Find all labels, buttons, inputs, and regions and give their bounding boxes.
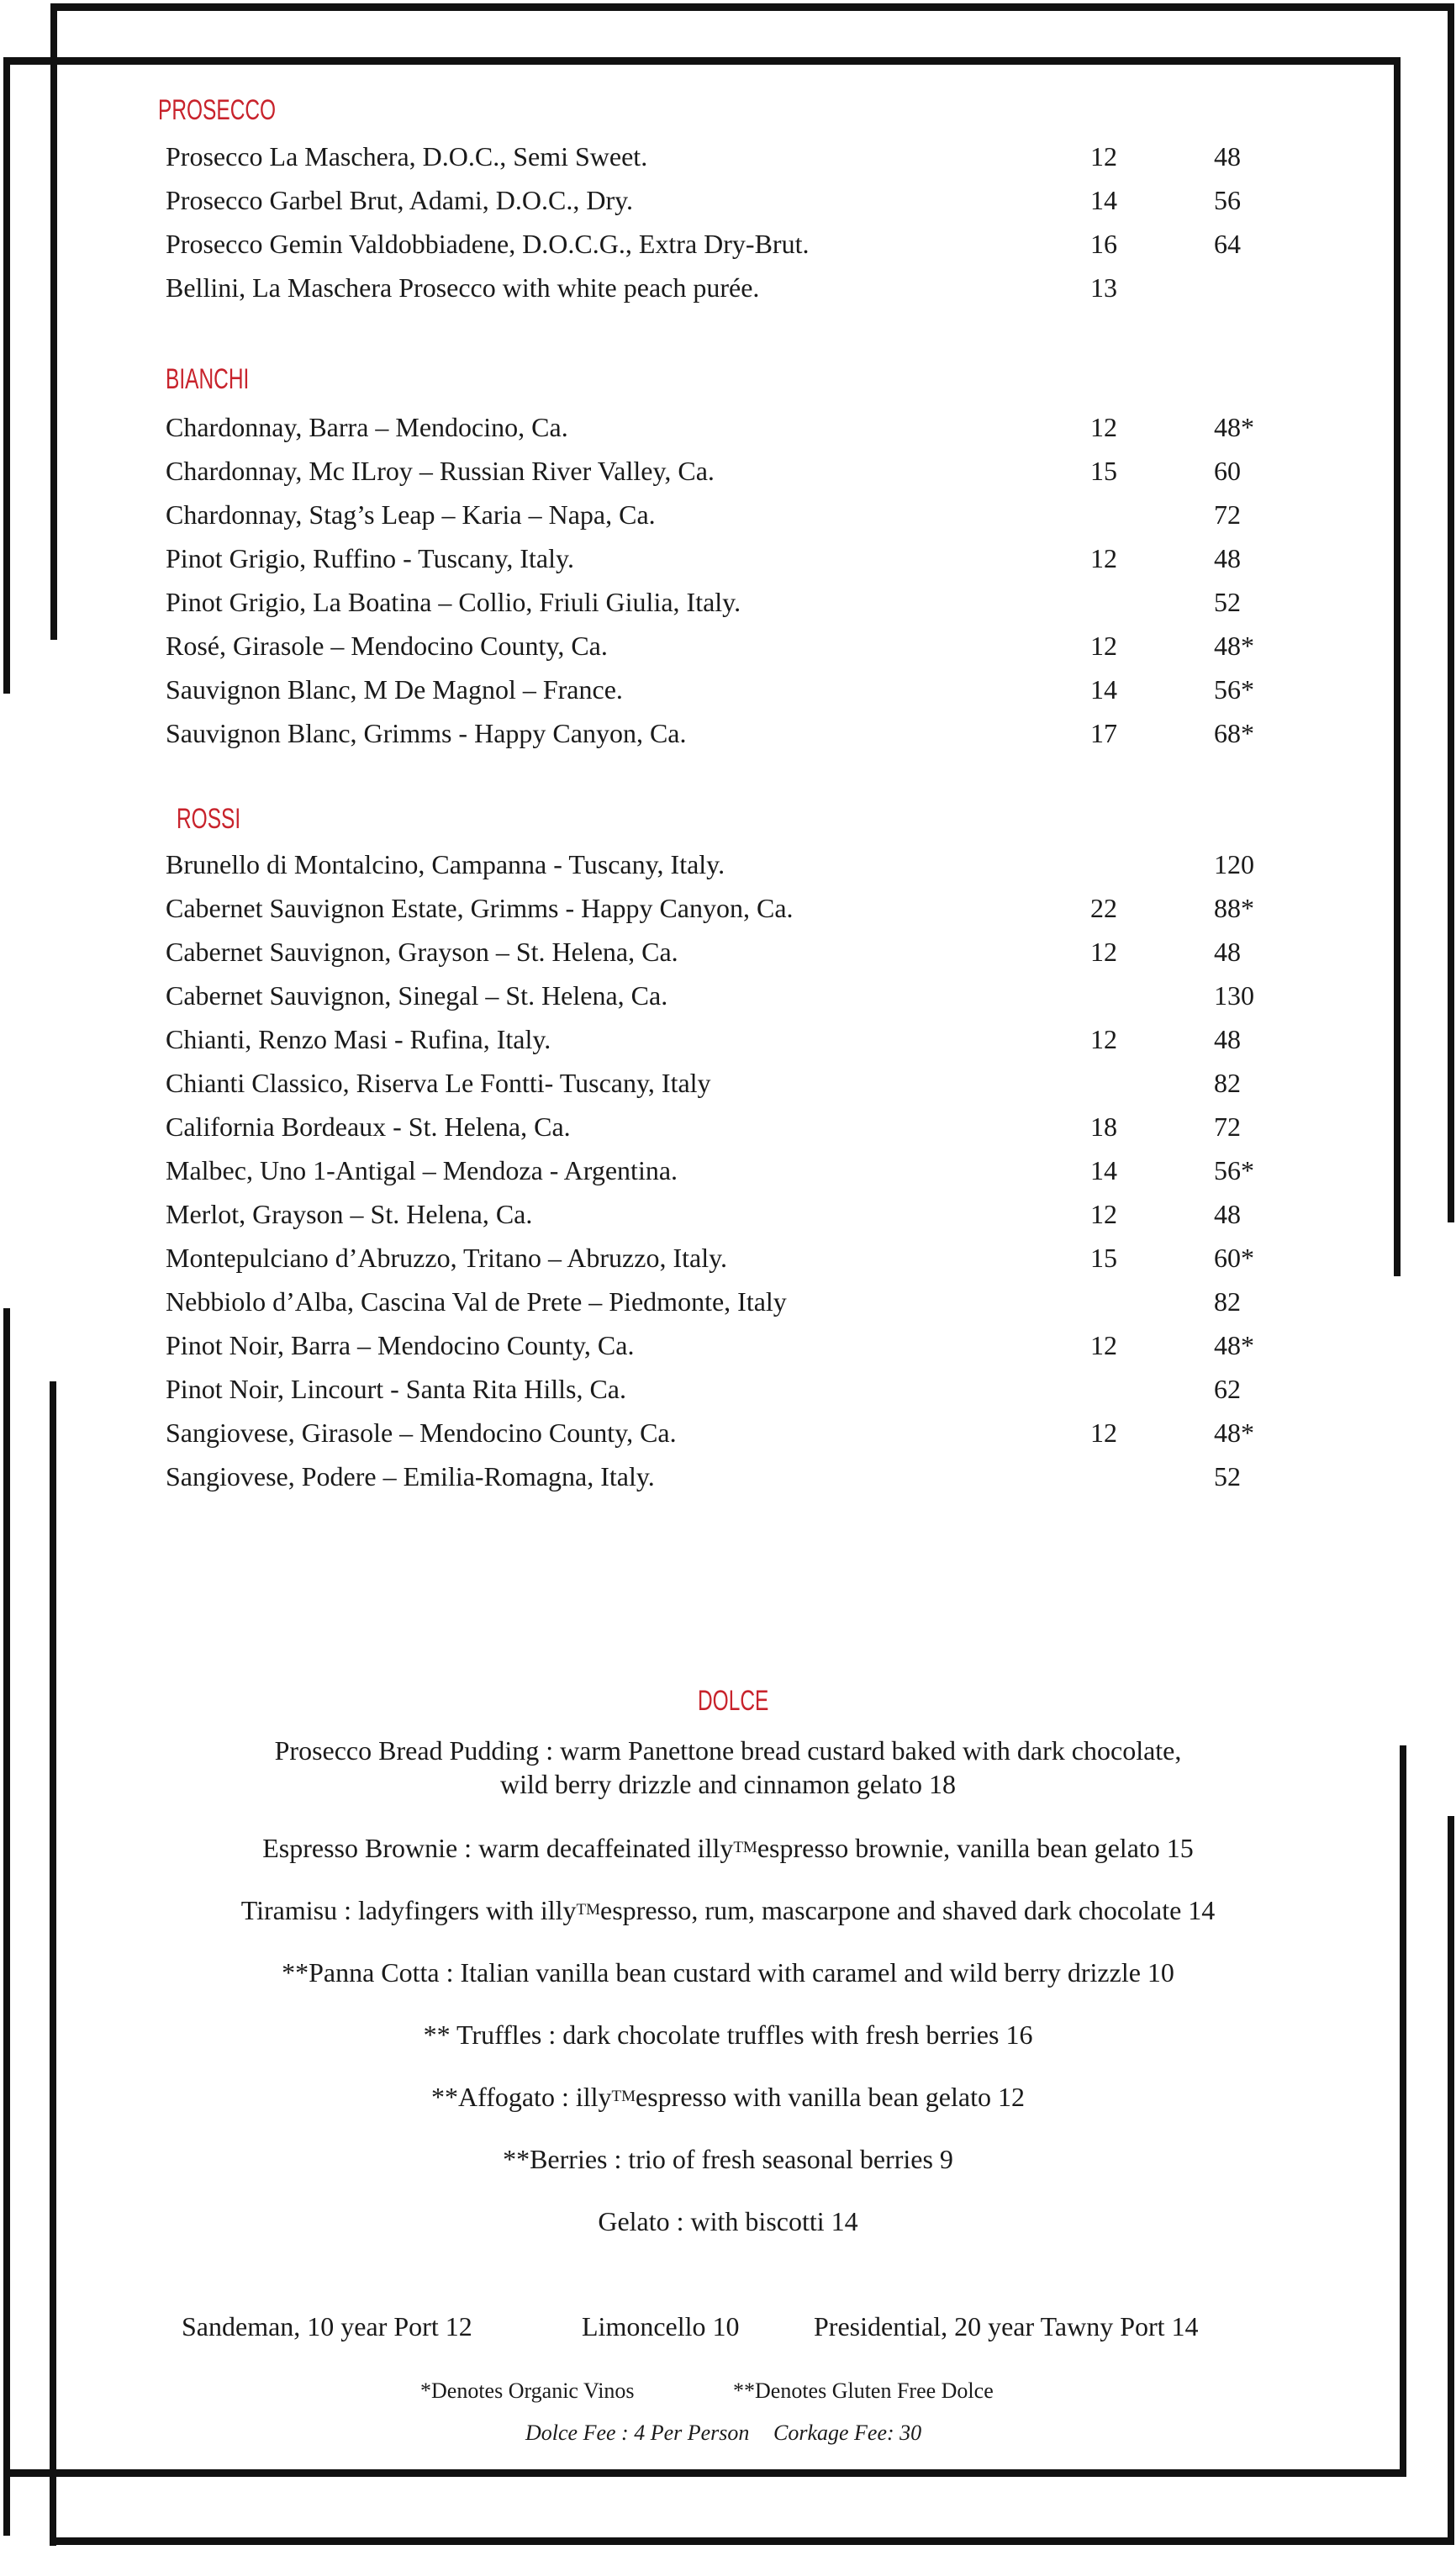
wine-row [0,930,1456,974]
wine-row [0,842,1456,886]
wine-name: Chianti Classico, Riserva Le Fontti- Tuscany, Italy [166,1068,711,1098]
frame-top-line-inner [3,57,1401,65]
digestivo-limoncello: Limoncello 10 [582,2311,740,2341]
wine-name: Malbec, Uno 1-Antigal – Mendoza - Argentina. [166,1155,678,1185]
bottle-price: 72 [1214,1111,1241,1142]
dessert-item-bread-pudding [0,1734,1456,1801]
wine-name: Rosé, Girasole – Mendocino County, Ca. [166,631,608,661]
glass-price: 14 [1090,1155,1117,1185]
corkage-fee: Corkage Fee: 30 [773,2421,922,2445]
wine-name: Sauvignon Blanc, Grimms - Happy Canyon, Ca. [166,718,687,748]
bottle-price: 60* [1214,1243,1254,1273]
wine-row [0,449,1456,493]
wine-name: Prosecco La Maschera, D.O.C., Semi Sweet. [166,141,648,172]
frame-bottom-line [50,2537,1454,2545]
wine-name: Prosecco Garbel Brut, Adami, D.O.C., Dry. [166,185,634,215]
wine-row [0,580,1456,624]
dessert-item-espresso-brownie [0,1831,1456,1870]
glass-price: 17 [1090,718,1117,748]
wine-name: Sangiovese, Girasole – Mendocino County, Ca. [166,1418,677,1448]
wine-row [0,222,1456,266]
bottle-price: 82 [1214,1068,1241,1098]
wine-name: Chardonnay, Mc ILroy – Russian River Valley, Ca. [166,456,715,486]
dessert-text: Tiramisu : ladyfingers with illy [240,1895,577,1925]
glass-price: 12 [1090,937,1117,967]
section-heading-bianchi: BIANCHI [166,363,250,395]
wine-row [0,1367,1456,1411]
bottle-price: 48 [1214,1199,1241,1229]
bottle-price: 52 [1214,587,1241,617]
wine-name: Chardonnay, Stag’s Leap – Karia – Napa, Ca. [166,499,656,530]
wine-name: Merlot, Grayson – St. Helena, Ca. [166,1199,533,1229]
glass-price: 12 [1090,141,1117,172]
dessert-item-tiramisu [0,1893,1456,1932]
glass-price: 12 [1090,1024,1117,1054]
bottle-price: 64 [1214,229,1241,259]
glass-price: 16 [1090,229,1117,259]
wine-row [0,711,1456,755]
wine-row [0,1280,1456,1323]
glass-price: 12 [1090,1199,1117,1229]
wine-row [0,886,1456,930]
bottle-price: 88* [1214,893,1254,923]
frame-top-line [50,3,1454,11]
bottle-price: 56* [1214,674,1254,705]
wine-row [0,1323,1456,1367]
bottle-price: 130 [1214,980,1254,1011]
wine-row [0,1236,1456,1280]
glass-price: 12 [1090,1330,1117,1360]
wine-row [0,1192,1456,1236]
trademark-mark: TM [576,1901,600,1919]
bottle-price: 48* [1214,1418,1254,1448]
wine-row [0,178,1456,222]
footnote-gluten-free: **Denotes Gluten Free Dolce [733,2378,994,2403]
bottle-price: 48 [1214,1024,1241,1054]
wine-name: Bellini, La Maschera Prosecco with white peach purée. [166,272,760,303]
glass-price: 18 [1090,1111,1117,1142]
dessert-text: Espresso Brownie : warm decaffeinated illy [262,1833,734,1863]
wine-name: Pinot Grigio, La Boatina – Collio, Friuli Giulia, Italy. [166,587,741,617]
trademark-mark: TM [733,1839,757,1856]
wine-row [0,624,1456,668]
bottle-price: 48 [1214,937,1241,967]
wine-row [0,135,1456,178]
bottle-price: 56 [1214,185,1241,215]
wine-row [0,1061,1456,1105]
glass-price: 15 [1090,1243,1117,1273]
bottle-price: 82 [1214,1286,1241,1317]
wine-name: Pinot Grigio, Ruffino - Tuscany, Italy. [166,543,574,573]
bottle-price: 52 [1214,1461,1241,1491]
digestivo-tawny-port: Presidential, 20 year Tawny Port 14 [814,2311,1199,2341]
wine-name: Chianti, Renzo Masi - Rufina, Italy. [166,1024,551,1054]
glass-price: 22 [1090,893,1117,923]
wine-row [0,668,1456,711]
dessert-item-panna-cotta: **Panna Cotta : Italian vanilla bean custard with caramel and wild berry drizzle 10 [282,1957,1174,1988]
wine-name: Cabernet Sauvignon, Sinegal – St. Helena, Ca. [166,980,668,1011]
wine-row [0,266,1456,309]
bottle-price: 48 [1214,141,1241,172]
section-heading-prosecco: PROSECCO [158,94,277,126]
bottle-price: 62 [1214,1374,1241,1404]
wine-name: Pinot Noir, Lincourt - Santa Rita Hills, Ca. [166,1374,626,1404]
wine-name: Cabernet Sauvignon Estate, Grimms - Happy Canyon, Ca. [166,893,794,923]
digestivo-sandeman-port: Sandeman, 10 year Port 12 [182,2311,472,2341]
wine-name: Chardonnay, Barra – Mendocino, Ca. [166,412,568,442]
dolce-fee: Dolce Fee : 4 Per Person [525,2421,750,2445]
bottle-price: 48* [1214,631,1254,661]
dessert-item-berries: **Berries : trio of fresh seasonal berries 9 [503,2144,953,2174]
bottle-price: 120 [1214,849,1254,879]
dessert-text: espresso, rum, mascarpone and shaved dark chocolate 14 [600,1895,1216,1925]
dessert-item-gelato: Gelato : with biscotti 14 [598,2206,858,2236]
wine-row [0,974,1456,1017]
bottle-price: 48* [1214,412,1254,442]
bottle-price: 48 [1214,543,1241,573]
glass-price: 13 [1090,272,1117,303]
wine-row [0,1411,1456,1455]
wine-name: Brunello di Montalcino, Campanna - Tuscany, Italy. [166,849,725,879]
section-heading-dolce: DOLCE [698,1685,769,1717]
glass-price: 14 [1090,185,1117,215]
wine-row [0,405,1456,449]
dessert-item-truffles: ** Truffles : dark chocolate truffles with fresh berries 16 [423,2019,1033,2050]
wine-name: Nebbiolo d’Alba, Cascina Val de Prete – Piedmonte, Italy [166,1286,787,1317]
dessert-text: espresso with vanilla bean gelato 12 [636,2082,1025,2112]
dessert-line: wild berry drizzle and cinnamon gelato 18 [499,1769,957,1799]
section-heading-rossi: ROSSI [177,803,241,835]
bottle-price: 48* [1214,1330,1254,1360]
wine-row [0,493,1456,536]
wine-row [0,1017,1456,1061]
dessert-line: Prosecco Bread Pudding : warm Panettone bread custard baked with dark chocolate, [274,1735,1182,1766]
bottle-price: 68* [1214,718,1254,748]
glass-price: 12 [1090,412,1117,442]
wine-name: Pinot Noir, Barra – Mendocino County, Ca. [166,1330,635,1360]
bottle-price: 72 [1214,499,1241,530]
wine-name: California Bordeaux - St. Helena, Ca. [166,1111,571,1142]
wine-row [0,1105,1456,1148]
dessert-item-affogato [0,2080,1456,2119]
wine-name: Prosecco Gemin Valdobbiadene, D.O.C.G., Extra Dry-Brut. [166,229,810,259]
wine-name: Sauvignon Blanc, M De Magnol – France. [166,674,623,705]
glass-price: 12 [1090,543,1117,573]
glass-price: 12 [1090,1418,1117,1448]
bottle-price: 60 [1214,456,1241,486]
wine-name: Sangiovese, Podere – Emilia-Romagna, Italy. [166,1461,655,1491]
footnote-organic: *Denotes Organic Vinos [420,2378,635,2403]
glass-price: 14 [1090,674,1117,705]
trademark-mark: TM [611,2088,636,2105]
dessert-text: espresso brownie, vanilla bean gelato 15 [757,1833,1194,1863]
glass-price: 15 [1090,456,1117,486]
bottle-price: 56* [1214,1155,1254,1185]
wine-name: Cabernet Sauvignon, Grayson – St. Helena, Ca. [166,937,678,967]
wine-name: Montepulciano d’Abruzzo, Tritano – Abruzzo, Italy. [166,1243,728,1273]
wine-row [0,1148,1456,1192]
glass-price: 12 [1090,631,1117,661]
wine-row [0,1455,1456,1498]
dessert-text: **Affogato : illy [431,2082,612,2112]
wine-row [0,536,1456,580]
frame-bottom-line-inner [3,2469,1406,2477]
